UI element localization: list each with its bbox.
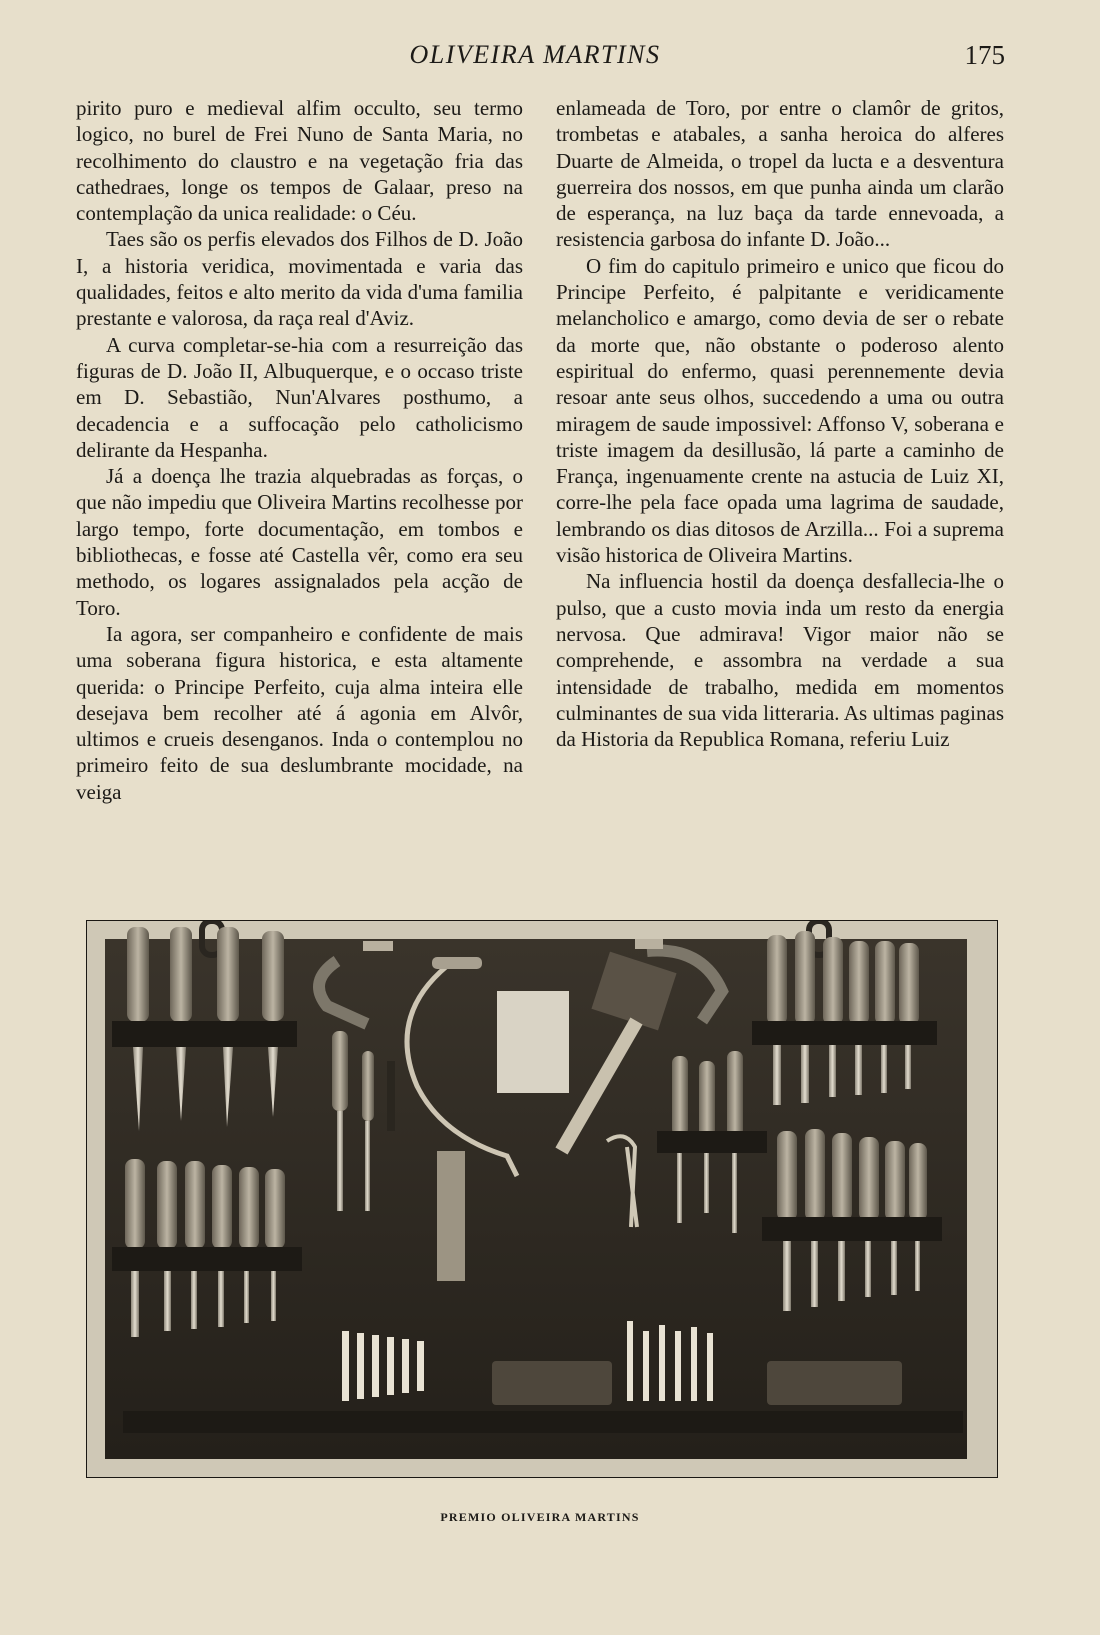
page-number: 175 — [964, 40, 1005, 70]
paragraph: A curva completar-se-hia com a resurreição das figuras de D. João II, Albuquerque, e o occaso triste em D. Sebastião, Nun'Alvares posthumo, a decadencia e a suffocação pelo catholicismo delirante da Hespanha. — [76, 332, 523, 462]
page-header — [0, 40, 1100, 80]
plate-caption: PREMIO OLIVEIRA MARTINS — [440, 1510, 640, 1524]
tool-rack-photo — [86, 920, 998, 1478]
paragraph: Já a doença lhe trazia alquebradas as forças, o que não impediu que Oliveira Martins recolhesse por largo tempo, forte documentação, em tombos e bibliothecas, e fosse até Castella vêr, como era seu methodo, os logares assignalados pela acção de Toro. — [76, 464, 523, 620]
hand-plane-right — [767, 1361, 902, 1405]
hand-plane-left — [492, 1361, 612, 1405]
paragraph: O fim do capitulo primeiro e unico que ficou do Principe Perfeito, é palpitante e veridicamente melancholico e amargo, como devia de ser o rebate da morte que, não obstante o poderoso alento espiritual do enfermo, quasi perennemente devia resoar ante seus olhos, succedendo a uma ou outra miragem de saude impossivel: Affonso V, soberana e triste imagem da desillusão, lá parte a caminho de França, ingenuamente crente na astucia de Luiz XI, corre-lhe pela face opada uma lagrima de saudade, lembrando os dias ditosos de Arzilla... Foi a suprema visão historica de Oliveira Martins. — [556, 253, 1004, 568]
paragraph: Taes são os perfis elevados dos Filhos de D. João I, a historia veridica, movimentada e varia das qualidades, feitos e alto merito da vida d'uma familia prestante e valorosa, da raça real d'Aviz. — [76, 227, 523, 331]
paragraph: enlameada de Toro, por entre o clamôr de gritos, trombetas e atabales, a sanha heroica do alferes Duarte de Almeida, o tropel da lucta e a desventura guerreira dos nossos, em que punha ainda um clarão de esperança, na luz baça da tarde ennevoada, a resistencia garbosa do infante D. João... — [556, 96, 1004, 252]
bottom-shelf — [123, 1411, 963, 1433]
paper-label — [497, 991, 569, 1093]
running-title: OLIVEIRA MARTINS — [409, 40, 661, 69]
paragraph: Ia agora, ser companheiro e confidente de mais uma soberana figura historica, e esta altamente querida: o Principe Perfeito, cuja alma inteira elle desejava bem recolher até á agonia em Alvôr, ultimos e crueis desenganos. Inda o contemplou no primeiro feito de sua deslumbrante mocidade, na veiga — [76, 621, 523, 804]
right-text-column — [556, 95, 1004, 752]
paragraph: pirito puro e medieval alfim occulto, seu termo logico, no burel de Frei Nuno de Santa Maria, no recolhimento do claustro e na vegetação fria das cathedraes, longe os tempos de Galaar, preso na contemplação da unica realidade: o Céu. — [76, 96, 523, 226]
paragraph: Na influencia hostil da doença desfallecia-lhe o pulso, que a custo movia inda um resto da energia nervosa. Que admirava! Vigor maior não se comprehende, e assombra na verdade a sua intensidade de trabalho, medida em momentos culminantes de sua vida litteraria. As ultimas paginas da Historia da Republica Romana, referiu Luiz — [556, 569, 1004, 752]
left-text-column — [76, 95, 523, 805]
tool-rack-illustration — [87, 921, 997, 1477]
